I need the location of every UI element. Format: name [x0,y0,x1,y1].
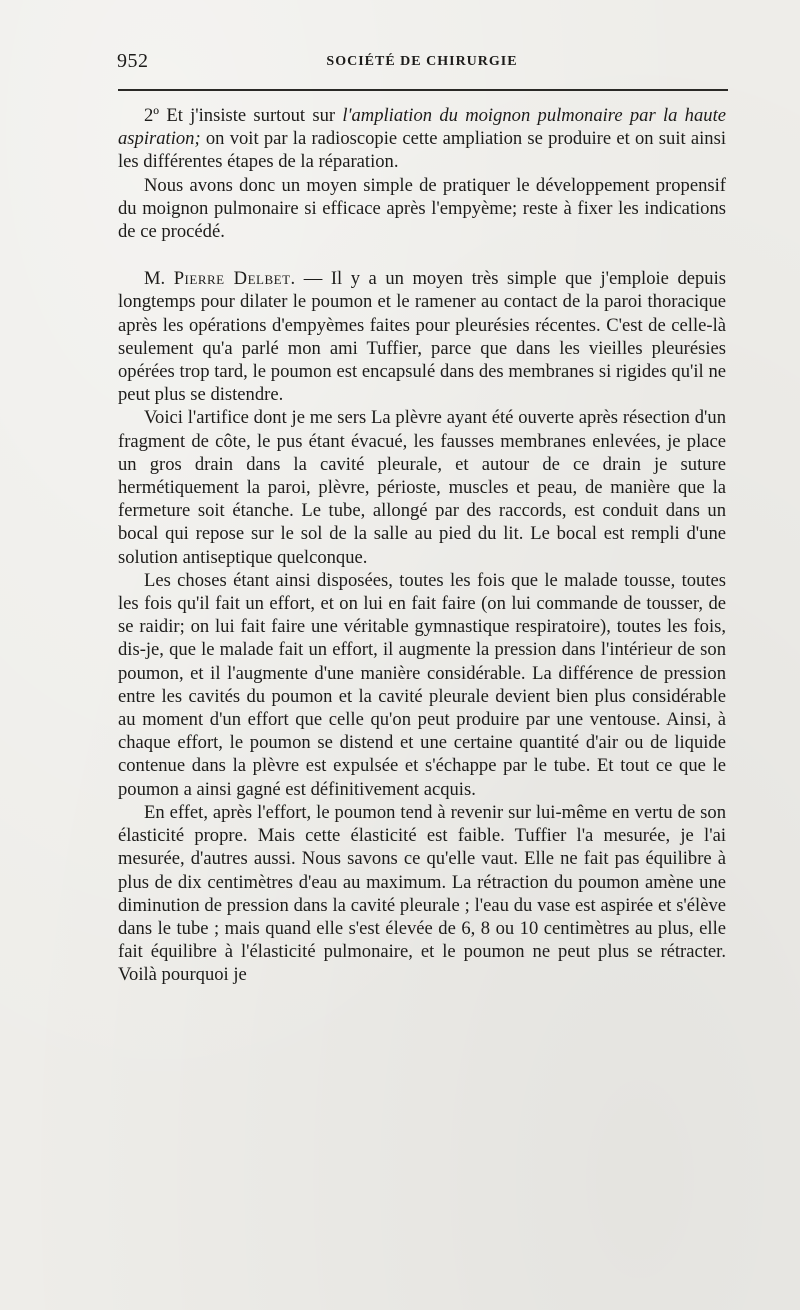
paragraph-4: Voici l'artifice dont je me sers La plèvre ayant été ouverte après résection d'un fragment de côte, le pus étant évacué, les fausses membranes enlevées, je place un gros drain dans la cavité pleurale, et autour de ce drain je suture hermétiquement la paroi, plèvre, périoste, muscles et peau, de manière que la fermeture soit étanche. Le tube, allongé par des raccords, est conduit dans un bocal qui repose sur le sol de la salle au pied du lit. Le bocal est rempli d'une solution antiseptique quelconque. [118,407,726,568]
paragraph-1-rest: on voit par la radioscopie cette ampliation se produire et on suit ainsi les différentes étapes de la réparation. [118,128,726,173]
speaker-name: Pierre Delbet [173,268,291,290]
speaker-prefix: M. [144,268,174,290]
page-number: 952 [117,50,149,72]
body-text [118,104,726,987]
paragraph-6: En effet, après l'effort, le poumon tend à revenir sur lui-même en vertu de son élasticité propre. Mais cette élasticité est faible. Tuffier l'a mesurée, je l'ai mesurée, d'autres aussi. Nous savons ce qu'elle vaut. Elle ne fait pas équilibre à plus de dix centimètres d'eau au maximum. La rétraction du poumon amène une diminution de pression dans la cavité pleurale ; l'eau du vase est aspirée et s'élève dans le tube ; mais quand elle s'est élevée de 6, 8 ou 10 centimètres au plus, elle fait équilibre à l'élasticité pulmonaire, et le poumon ne peut plus se rétracter. Voilà pourquoi je [118,801,726,986]
paragraph-1-italic: l'ampliation du moignon pulmonaire par la haute aspiration; [118,105,726,150]
paragraph-5: Les choses étant ainsi disposées, toutes les fois que le malade tousse, toutes les fois qu'il fait un effort, et on lui en fait faire (on lui commande de tousser, de se raidir; on lui fait faire une véritable gymnastique respiratoire), toutes les fois, dis-je, que le malade fait un effort, il augmente la pression dans l'intérieur de son poumon, et il l'augmente d'une manière considérable. La différence de pression entre les cavités du poumon et la cavité pleurale devient bien plus considérable au moment d'un effort que celle qu'on peut produire par une ventouse. Ainsi, à chaque effort, le poumon se distend et une certaine quantité d'air ou de liquide contenue dans la plèvre est expulsée et s'échappe par le tube. Et tout ce que le poumon a ainsi gagné est définitivement acquis. [118,569,726,800]
paragraph-3-text: . — Il y a un moyen très simple que j'emploie depuis longtemps pour dilater le poumon et le ramener au contact de la paroi thoracique après les opérations d'empyèmes faites pour pleurésies récentes. C'est de celle-là seulement qu'a parlé mon ami Tuffier, parce que dans les vieilles pleurésies opérées trop tard, le poumon est encapsulé dans des membranes si rigides qu'il ne peut plus se distendre. [118,268,726,406]
paragraph-1-lead: 2º Et j'insiste surtout sur [144,105,343,126]
paragraph-3 [118,267,726,406]
paragraph-1 [118,104,726,174]
header-rule [118,89,728,91]
running-head: SOCIÉTÉ DE CHIRURGIE [326,54,518,69]
page-header [117,48,727,76]
paragraph-2: Nous avons donc un moyen simple de pratiquer le développement propensif du moignon pulmonaire si efficace après l'empyème; reste à fixer les indications de ce procédé. [118,174,726,243]
